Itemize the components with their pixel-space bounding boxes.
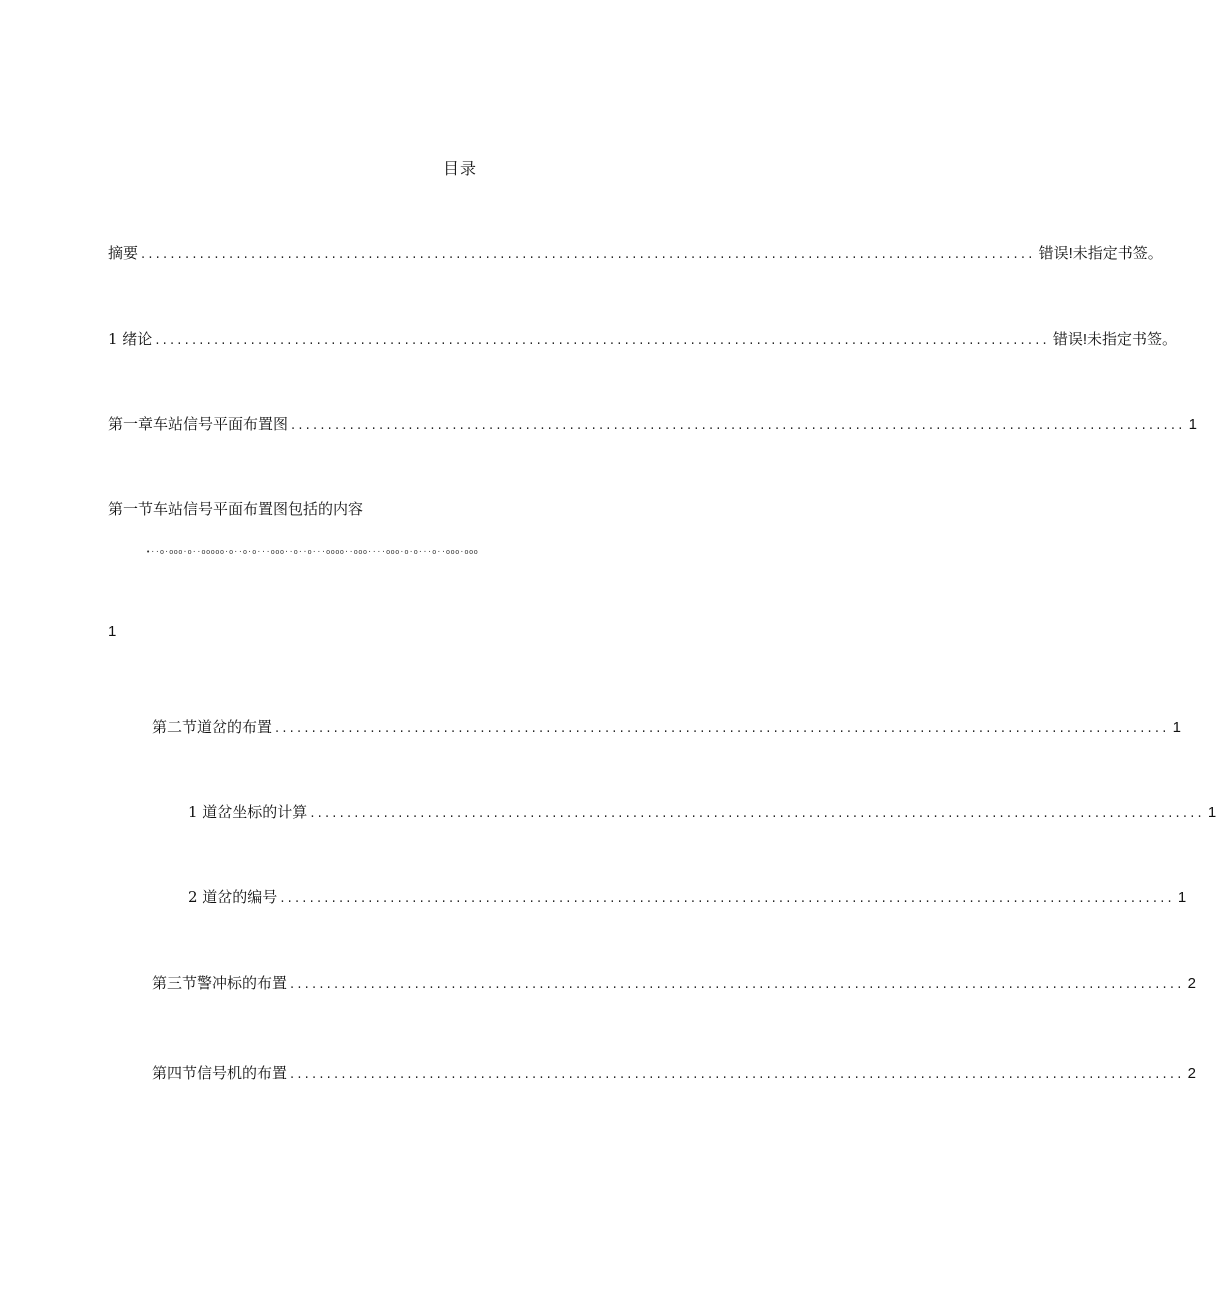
toc-entry-page: 1	[1188, 416, 1197, 433]
dot-leader: ..........................................................................................................................	[280, 891, 1175, 906]
toc-entry-label: 1 道岔坐标的计算	[188, 803, 308, 821]
toc-entry-label: 2 道岔的编号	[188, 888, 278, 906]
toc-entry-section-4[interactable]	[152, 1062, 1196, 1086]
toc-entry-section-1[interactable]: 第一节车站信号平面布置图包括的内容	[108, 500, 364, 518]
toc-entry-label: 第四节信号机的布置	[152, 1064, 288, 1082]
toc-entry-label: 1 绪论	[108, 330, 153, 348]
toc-entry-switch-coordinates[interactable]	[188, 801, 1216, 825]
toc-title: 目录	[442, 159, 477, 178]
toc-entry-page: 1	[1177, 889, 1187, 906]
garbled-leader-line: •··o·ooo·o··ooooo·o··o·o···ooo··o··o···oooo··ooo····ooo·o·o···o··ooo·ooo	[146, 548, 479, 556]
toc-entry-page: 2	[1187, 1065, 1196, 1082]
dot-leader: ..........................................................................................................................	[291, 418, 1186, 433]
toc-entry-page: 2	[1187, 975, 1196, 992]
toc-entry-label: 摘要	[108, 244, 139, 262]
toc-entry-page: 错误!未指定书签。	[1052, 331, 1178, 348]
toc-entry-label: 第二节道岔的布置	[152, 718, 273, 736]
toc-entry-chapter-1[interactable]	[108, 413, 1197, 437]
toc-entry-page: 错误!未指定书签。	[1038, 245, 1163, 262]
dot-leader: ..........................................................................................................................	[141, 247, 1036, 262]
toc-entry-section-3[interactable]	[152, 972, 1196, 996]
toc-entry-label: 第三节警冲标的布置	[152, 974, 288, 992]
toc-entry-section-1-page[interactable]: 1	[108, 623, 117, 640]
dot-leader: ..........................................................................................................................	[155, 333, 1050, 348]
dot-leader: ..........................................................................................................................	[310, 806, 1205, 821]
dot-leader: ..........................................................................................................................	[290, 1067, 1185, 1082]
toc-entry-page: 1	[1207, 804, 1216, 821]
toc-entry-label: 第一章车站信号平面布置图	[108, 415, 289, 433]
toc-entry-switch-numbering[interactable]	[188, 886, 1187, 910]
toc-entry-section-2[interactable]	[152, 716, 1181, 740]
dot-leader: ..........................................................................................................................	[275, 721, 1170, 736]
toc-entry-abstract[interactable]	[108, 242, 1163, 266]
toc-entry-introduction[interactable]	[108, 328, 1178, 352]
dot-leader: ..........................................................................................................................	[290, 977, 1185, 992]
toc-entry-page: 1	[1172, 719, 1181, 736]
